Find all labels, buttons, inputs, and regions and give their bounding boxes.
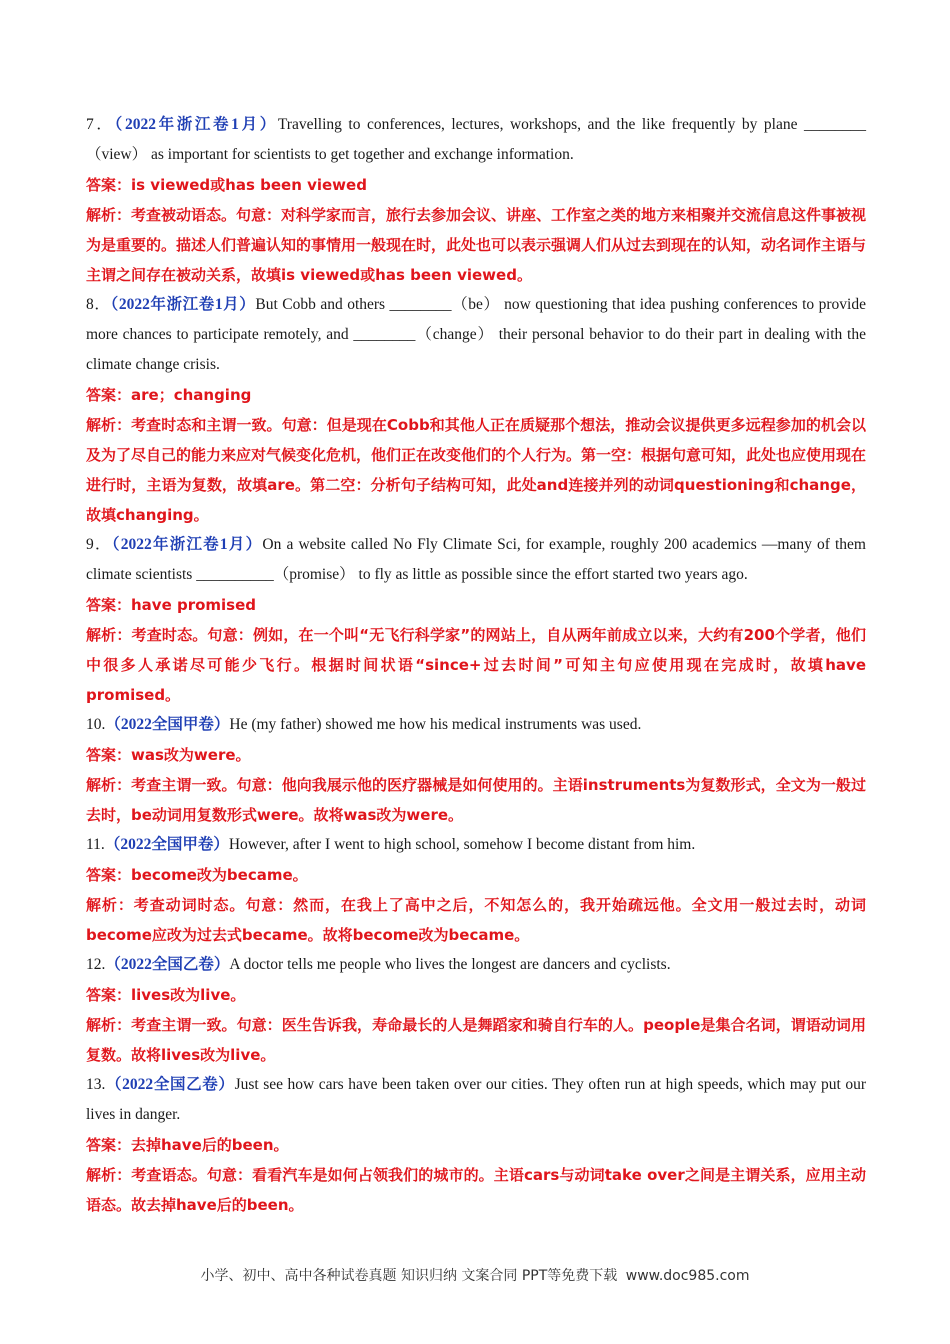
answer-text: 答案：become改为became。 xyxy=(86,866,308,884)
explanation-text: 解析：考查时态。句意：例如，在一个叫“无飞行科学家”的网站上，自从两年前成立以来，大约有200个学者，他们中很多人承诺尽可能少飞行。根据时间状语“since+过去时间”可知主句应使用现在完成时，故填have promised。 xyxy=(86,626,866,704)
question-source: （2022全国乙卷） xyxy=(105,1076,235,1093)
question-number: 7． xyxy=(86,116,115,133)
question-item-13 xyxy=(86,1070,866,1220)
footer-text: 小学、初中、高中各种试卷真题 知识归纳 文案合同 PPT等免费下载 xyxy=(200,1268,618,1284)
answer-text: 答案：have promised xyxy=(86,596,257,614)
question-body: However, after I went to high school, somehow I become distant from him. xyxy=(228,836,696,853)
question-text xyxy=(86,290,866,380)
question-text xyxy=(86,1070,866,1130)
explanation-text: 解析：考查语态。句意：看看汽车是如何占领我们的城市的。主语cars与动词take over之间是主谓关系，应用主动语态。故去掉have后的been。 xyxy=(86,1166,866,1214)
answer-text: 答案：was改为were。 xyxy=(86,746,251,764)
question-text xyxy=(86,950,866,980)
explanation-text: 解析：考查时态和主谓一致。句意：但是现在Cobb和其他人正在质疑那个想法，推动会议提供更多远程参加的机会以及为了尽自己的能力来应对气候变化危机，他们正在改变他们的个人行为。第一空：根据句意可知，此处也应使用现在进行时，主语为复数，故填are。第二空：分析句子结构可知，此处and连接并列的动词questioning和change，故填changing。 xyxy=(86,416,867,524)
answer-text: 答案：is viewed或has been viewed xyxy=(86,176,367,194)
answer-text: 答案：lives改为live。 xyxy=(86,986,246,1004)
question-body: He (my father) showed me how his medical instruments was used. xyxy=(229,716,642,733)
answer-text: 答案：are；changing xyxy=(86,386,252,404)
answer-text: 答案：去掉have后的been。 xyxy=(86,1136,289,1154)
footer-site-link[interactable]: www.doc985.com xyxy=(625,1268,750,1284)
explanation-text: 解析：考查被动语态。句意：对科学家而言，旅行去参加会议、讲座、工作室之类的地方来相聚并交流信息这件事被视为是重要的。描述人们普遍认知的事情用一般现在时，此处也可以表示强调人们从过去到现在的认知，动名词作主语与主谓之间存在被动关系，故填is viewed或has been viewed。 xyxy=(86,206,867,284)
question-source: （2022全国乙卷） xyxy=(105,956,230,973)
page-footer xyxy=(0,1265,950,1285)
explanation-text: 解析：考查主谓一致。句意：他向我展示他的医疗器械是如何使用的。主语instruments为复数形式，全文为一般过去时，be动词用复数形式were。故将was改为were。 xyxy=(86,776,866,824)
question-text xyxy=(86,710,866,740)
question-number: 12. xyxy=(86,956,106,973)
question-body: But Cobb and others ________（be） now questioning that idea pushing conferences to provide more chances to participate remotely, and ________（change） their personal behavior to do their part in dealing with the climate change crisis. xyxy=(86,296,866,373)
question-source: （2022年浙江卷1月） xyxy=(114,116,278,133)
question-body: Just see how cars have been taken over our cities. They often run at high speeds, which may put our lives in danger. xyxy=(86,1076,866,1123)
question-text xyxy=(86,110,866,170)
question-item-11 xyxy=(86,830,866,950)
question-number: 8． xyxy=(86,296,111,313)
question-text xyxy=(86,530,866,590)
question-body: A doctor tells me people who lives the longest are dancers and cyclists. xyxy=(229,956,671,973)
question-source: （2022年浙江卷1月） xyxy=(110,296,256,313)
question-body: Travelling to conferences, lectures, workshops, and the like frequently by plane ________（view） as important for scientists to get together and exchange information. xyxy=(86,116,866,163)
question-item-9 xyxy=(86,530,866,710)
question-source: （2022年浙江卷1月） xyxy=(111,536,263,553)
question-item-10 xyxy=(86,710,866,830)
question-number: 11. xyxy=(86,836,105,853)
explanation-text: 解析：考查动词时态。句意：然而，在我上了高中之后，不知怎么的，我开始疏远他。全文用一般过去时，动词become应改为过去式became。故将become改为became。 xyxy=(86,896,866,944)
question-source: （2022全国甲卷） xyxy=(105,716,230,733)
question-number: 10. xyxy=(86,716,106,733)
question-item-7 xyxy=(86,110,866,290)
explanation-text: 解析：考查主谓一致。句意：医生告诉我，寿命最长的人是舞蹈家和骑自行车的人。people是集合名词，谓语动词用复数。故将lives改为live。 xyxy=(86,1016,866,1064)
question-source: （2022全国甲卷） xyxy=(104,836,229,853)
question-list xyxy=(86,110,866,1220)
question-number: 9． xyxy=(86,536,112,553)
question-item-12 xyxy=(86,950,866,1070)
question-number: 13. xyxy=(86,1076,106,1093)
question-body: On a website called No Fly Climate Sci, for example, roughly 200 academics —many of them climate scientists __________（promise） to fly as little as possible since the effort started two years ago. xyxy=(86,536,866,583)
question-text xyxy=(86,830,866,860)
question-item-8 xyxy=(86,290,866,530)
